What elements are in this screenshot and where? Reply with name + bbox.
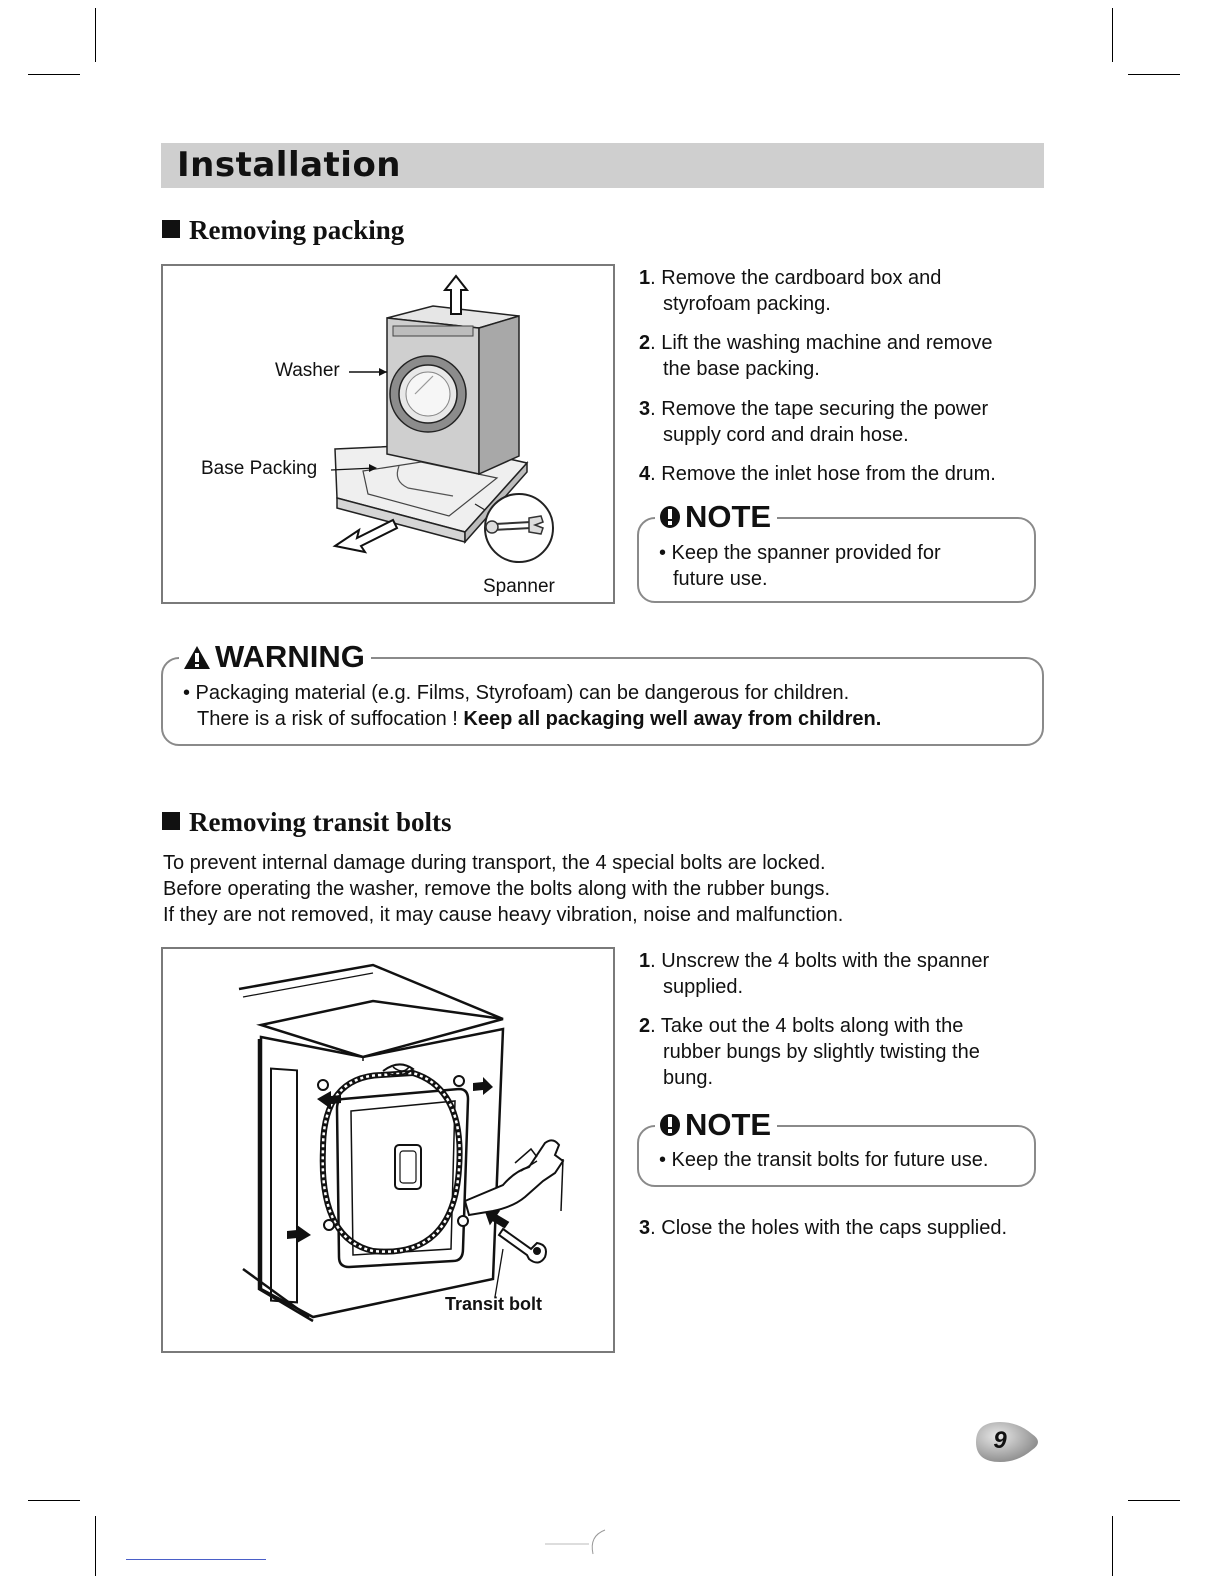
warning-text [183, 680, 881, 732]
crop-mark [28, 1500, 80, 1501]
registration-mark [545, 1528, 615, 1558]
step-number: 4 [639, 463, 651, 485]
step-text: Remove the tape securing the power [661, 398, 989, 420]
transit-bolt-label: Transit bolt [445, 1294, 543, 1314]
step-text-cont: bung. [663, 1067, 714, 1089]
crop-mark [1128, 1500, 1180, 1501]
page-number-badge [966, 1420, 1044, 1464]
section-heading-text: Removing transit bolts [189, 807, 452, 837]
step-text: Close the holes with the caps supplied. [661, 1217, 1008, 1239]
step-number: 2 [639, 1015, 651, 1037]
section-heading-text: Removing packing [189, 215, 405, 245]
step-number: 2 [639, 332, 651, 354]
header-bar [161, 143, 1044, 188]
step-text: Unscrew the 4 bolts with the spanner [661, 950, 990, 972]
note-line: future use. [673, 568, 768, 590]
intro-line: Before operating the washer, remove the bolts along with the rubber bungs. [163, 878, 831, 900]
page-number: 9 [993, 1427, 1007, 1454]
warning-heading [179, 639, 371, 675]
step-text-cont: rubber bungs by slightly twisting the [663, 1041, 980, 1063]
crop-mark [95, 8, 96, 62]
section-heading-removing-packing [162, 214, 404, 246]
figure-removing-packing [161, 264, 615, 604]
transit-bolts-illustration [163, 949, 617, 1355]
footer-rule [126, 1559, 266, 1560]
warning-line [183, 706, 881, 732]
note-line: • Keep the spanner provided for [659, 542, 941, 564]
section-heading-transit-bolts [162, 806, 452, 838]
intro-line: To prevent internal damage during transport, the 4 special bolts are locked. [163, 852, 826, 874]
spanner-label: Spanner [483, 576, 555, 597]
list-item: 3. Remove the tape securing the power supply cord and drain hose. [639, 398, 989, 446]
step-number: 1 [639, 950, 651, 972]
step-text-cont: supplied. [663, 976, 744, 998]
crop-mark [1112, 8, 1113, 62]
step-text: Remove the cardboard box and [661, 267, 942, 289]
list-item: 1. Unscrew the 4 bolts with the spanner supplied. [639, 950, 990, 998]
figure-transit-bolts [161, 947, 615, 1353]
exclamation-icon [659, 1113, 681, 1137]
transit-bolts-intro [163, 850, 843, 928]
square-bullet-icon [162, 220, 180, 238]
warning-box [161, 639, 1044, 746]
warning-triangle-icon [183, 645, 211, 670]
page-title: Installation [177, 145, 402, 185]
warning-title: WARNING [215, 639, 365, 674]
crop-mark [1128, 74, 1180, 75]
list-item: 3. Close the holes with the caps supplied. [639, 1217, 1008, 1239]
base-packing-label: Base Packing [201, 458, 318, 479]
list-item: 4. Remove the inlet hose from the drum. [639, 463, 996, 485]
intro-line: If they are not removed, it may cause heavy vibration, noise and malfunction. [163, 904, 844, 926]
note-text [659, 1147, 988, 1173]
list-item: 2. Lift the washing machine and remove the base packing. [639, 332, 993, 380]
warning-line-bold: Keep all packaging well away from children. [463, 708, 882, 730]
packing-steps [639, 265, 1049, 495]
crop-mark [28, 74, 80, 75]
crop-mark [95, 1516, 96, 1576]
warning-line-normal: There is a risk of suffocation ! [197, 708, 464, 730]
step-text: Take out the 4 bolts along with the [660, 1015, 964, 1037]
step-text-cont: the base packing. [663, 358, 820, 380]
note-text [659, 540, 941, 592]
step-text: Remove the inlet hose from the drum. [661, 463, 996, 485]
step-text: Lift the washing machine and remove [661, 332, 993, 354]
washer-packing-illustration [163, 266, 617, 606]
note-heading [655, 499, 777, 535]
step-text-cont: supply cord and drain hose. [663, 424, 909, 446]
square-bullet-icon [162, 812, 180, 830]
list-item: 2. Take out the 4 bolts along with the rubber bungs by slightly twisting the bung. [639, 1015, 980, 1089]
step-number: 1 [639, 267, 651, 289]
note-title: NOTE [685, 1107, 772, 1142]
warning-line: • Packaging material (e.g. Films, Styrofoam) can be dangerous for children. [183, 682, 850, 704]
exclamation-icon [659, 505, 681, 529]
note-box-spanner [637, 499, 1036, 603]
step-text-cont: styrofoam packing. [663, 293, 831, 315]
note-line: • Keep the transit bolts for future use. [659, 1149, 989, 1171]
note-heading [655, 1107, 777, 1143]
washer-label: Washer [275, 360, 340, 381]
list-item: 1. Remove the cardboard box and styrofoam packing. [639, 267, 942, 315]
note-box-transit-bolts [637, 1107, 1036, 1187]
step-number: 3 [639, 1217, 651, 1239]
crop-mark [1112, 1516, 1113, 1576]
transit-bolt-step-3 [639, 1215, 1049, 1245]
note-title: NOTE [685, 499, 772, 534]
step-number: 3 [639, 398, 651, 420]
transit-bolt-steps [639, 948, 1049, 1098]
